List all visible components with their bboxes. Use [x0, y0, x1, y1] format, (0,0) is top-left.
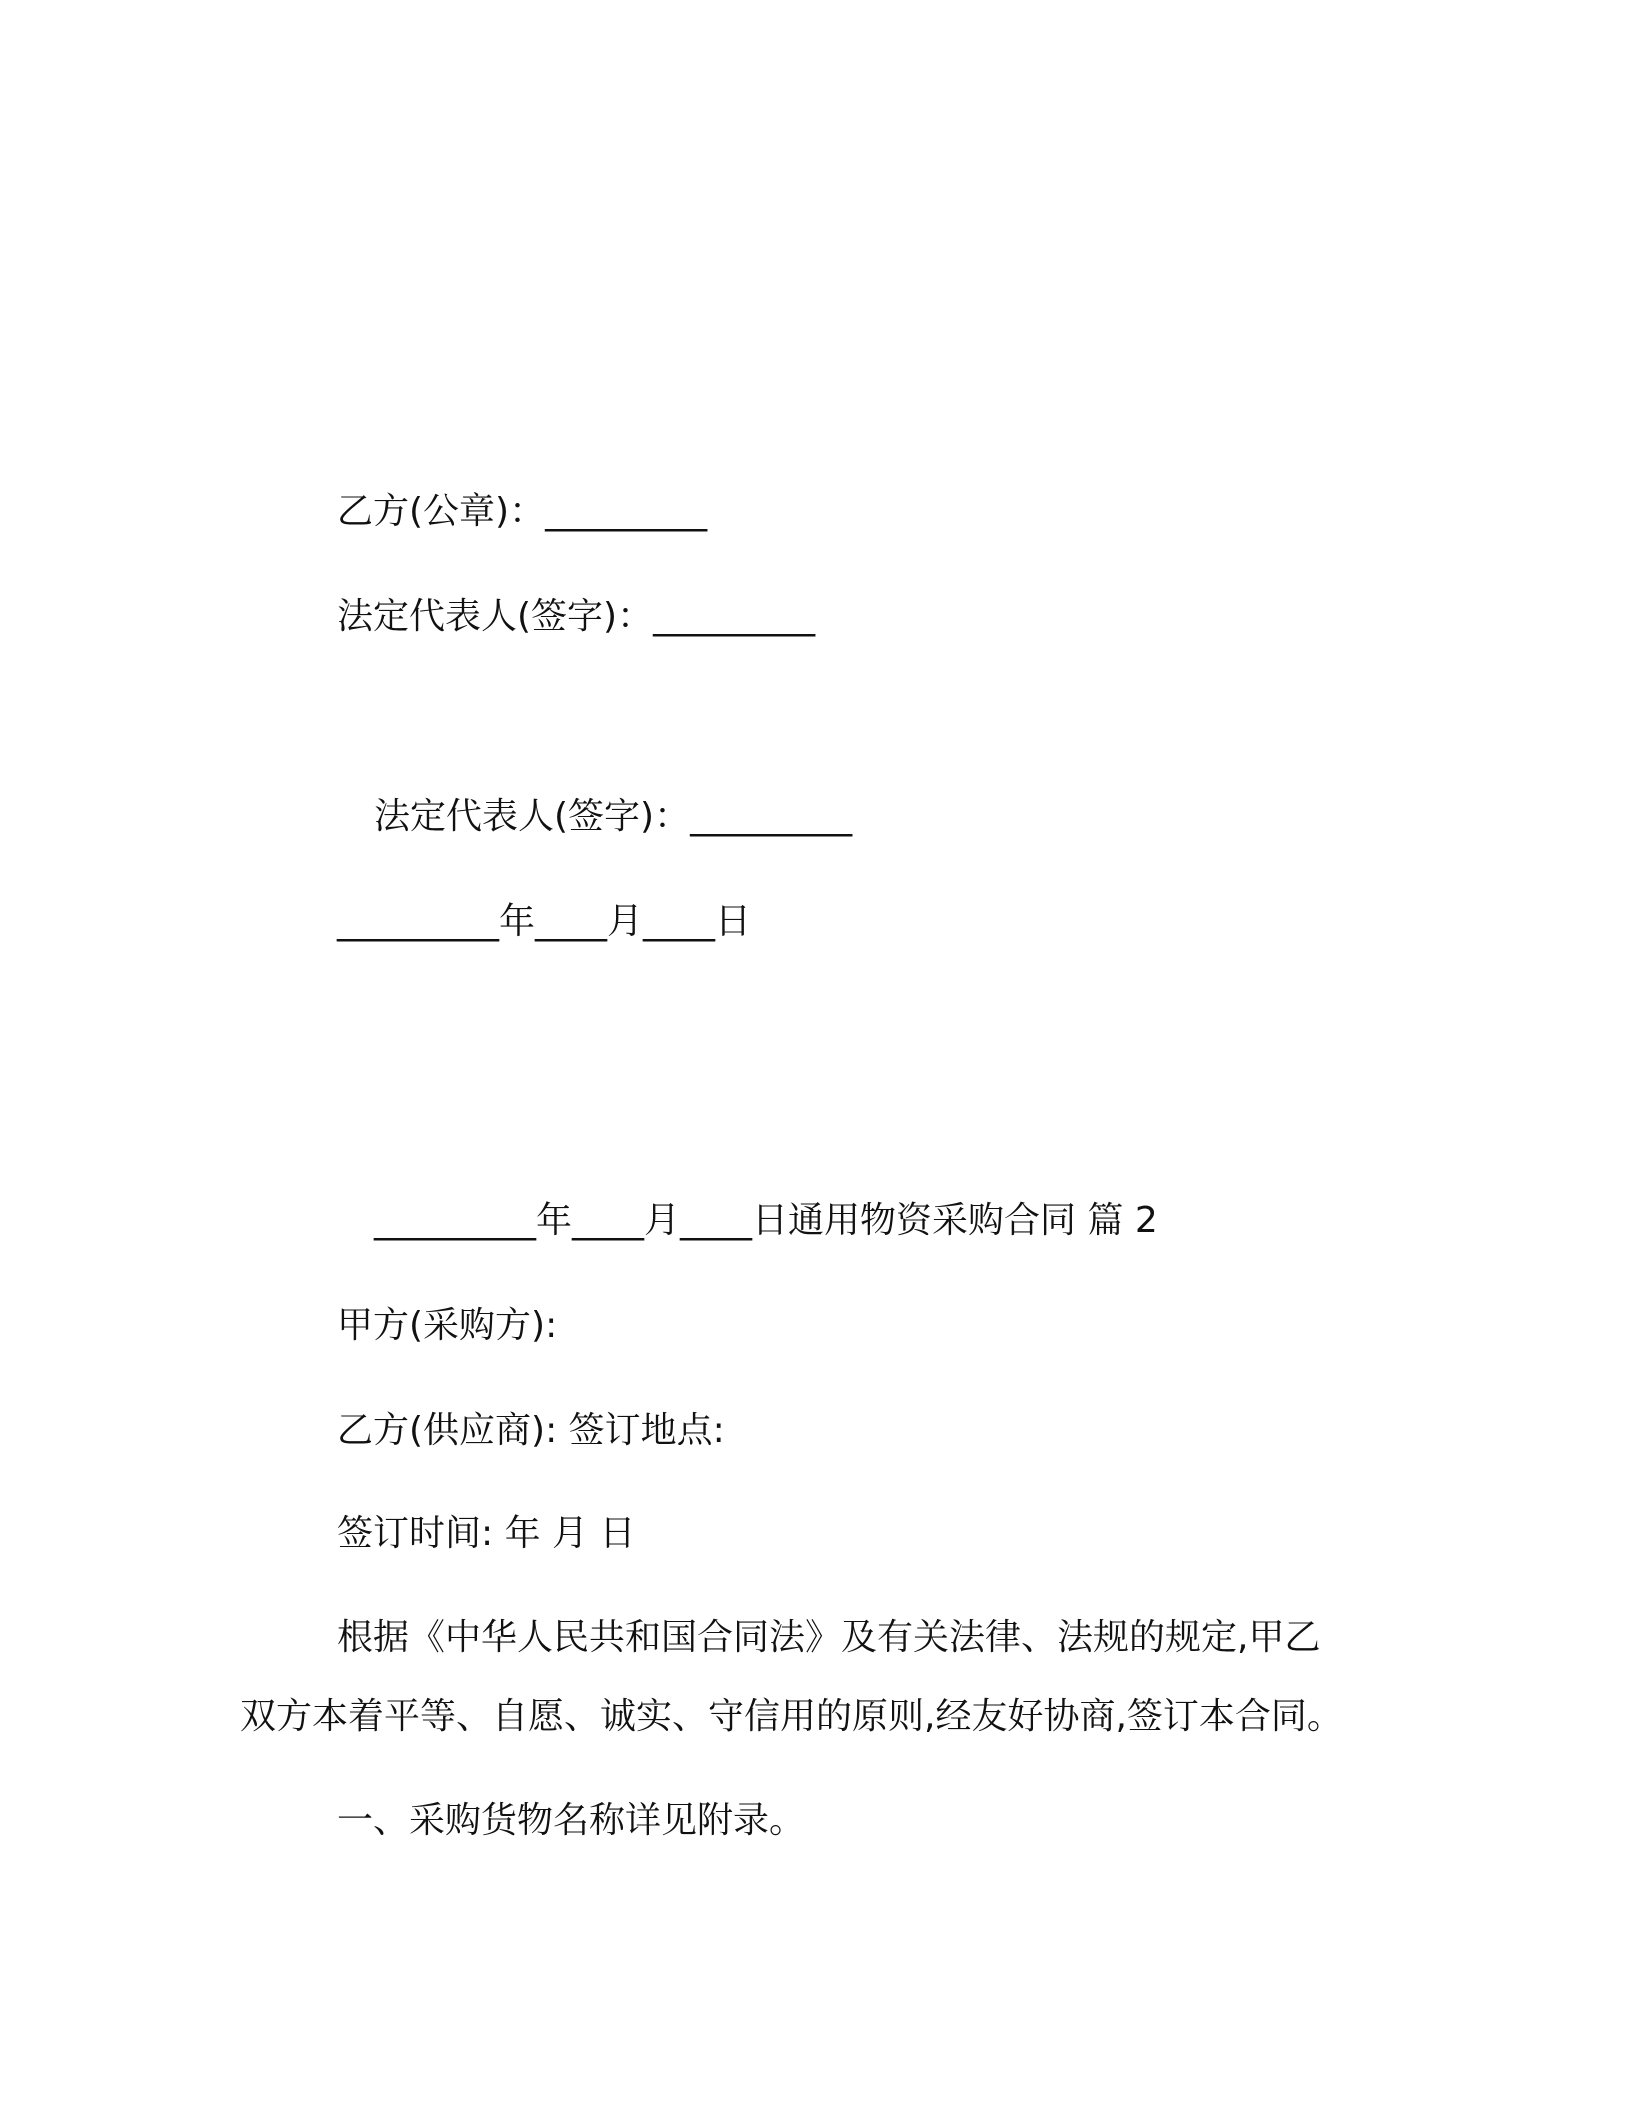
intro-paragraph-line-2: 双方本着平等、自愿、诚实、守信用的原则,经友好协商,签订本合同。	[240, 1696, 1343, 1737]
date-line: _________年____月____日	[337, 901, 751, 942]
legal-representative-signature-line: 法定代表人(签字)：_________	[337, 596, 816, 637]
party-b-seal-line: 乙方(公章)：_________	[337, 491, 708, 532]
party-b-signing-place-line: 乙方(供应商): 签订地点:	[337, 1410, 725, 1451]
intro-paragraph-line-1: 根据《中华人民共和国合同法》及有关法律、法规的规定,甲乙	[337, 1617, 1321, 1658]
party-a-line: 甲方(采购方):	[337, 1305, 558, 1346]
legal-representative-signature-line-2: 法定代表人(签字)：_________	[374, 796, 853, 837]
section-one-heading: 一、采购货物名称详见附录。	[337, 1800, 806, 1841]
signing-time-line: 签订时间: 年 月 日	[337, 1513, 636, 1554]
contract-title-line: _________年____月____日通用物资采购合同 篇 2	[374, 1200, 1158, 1241]
